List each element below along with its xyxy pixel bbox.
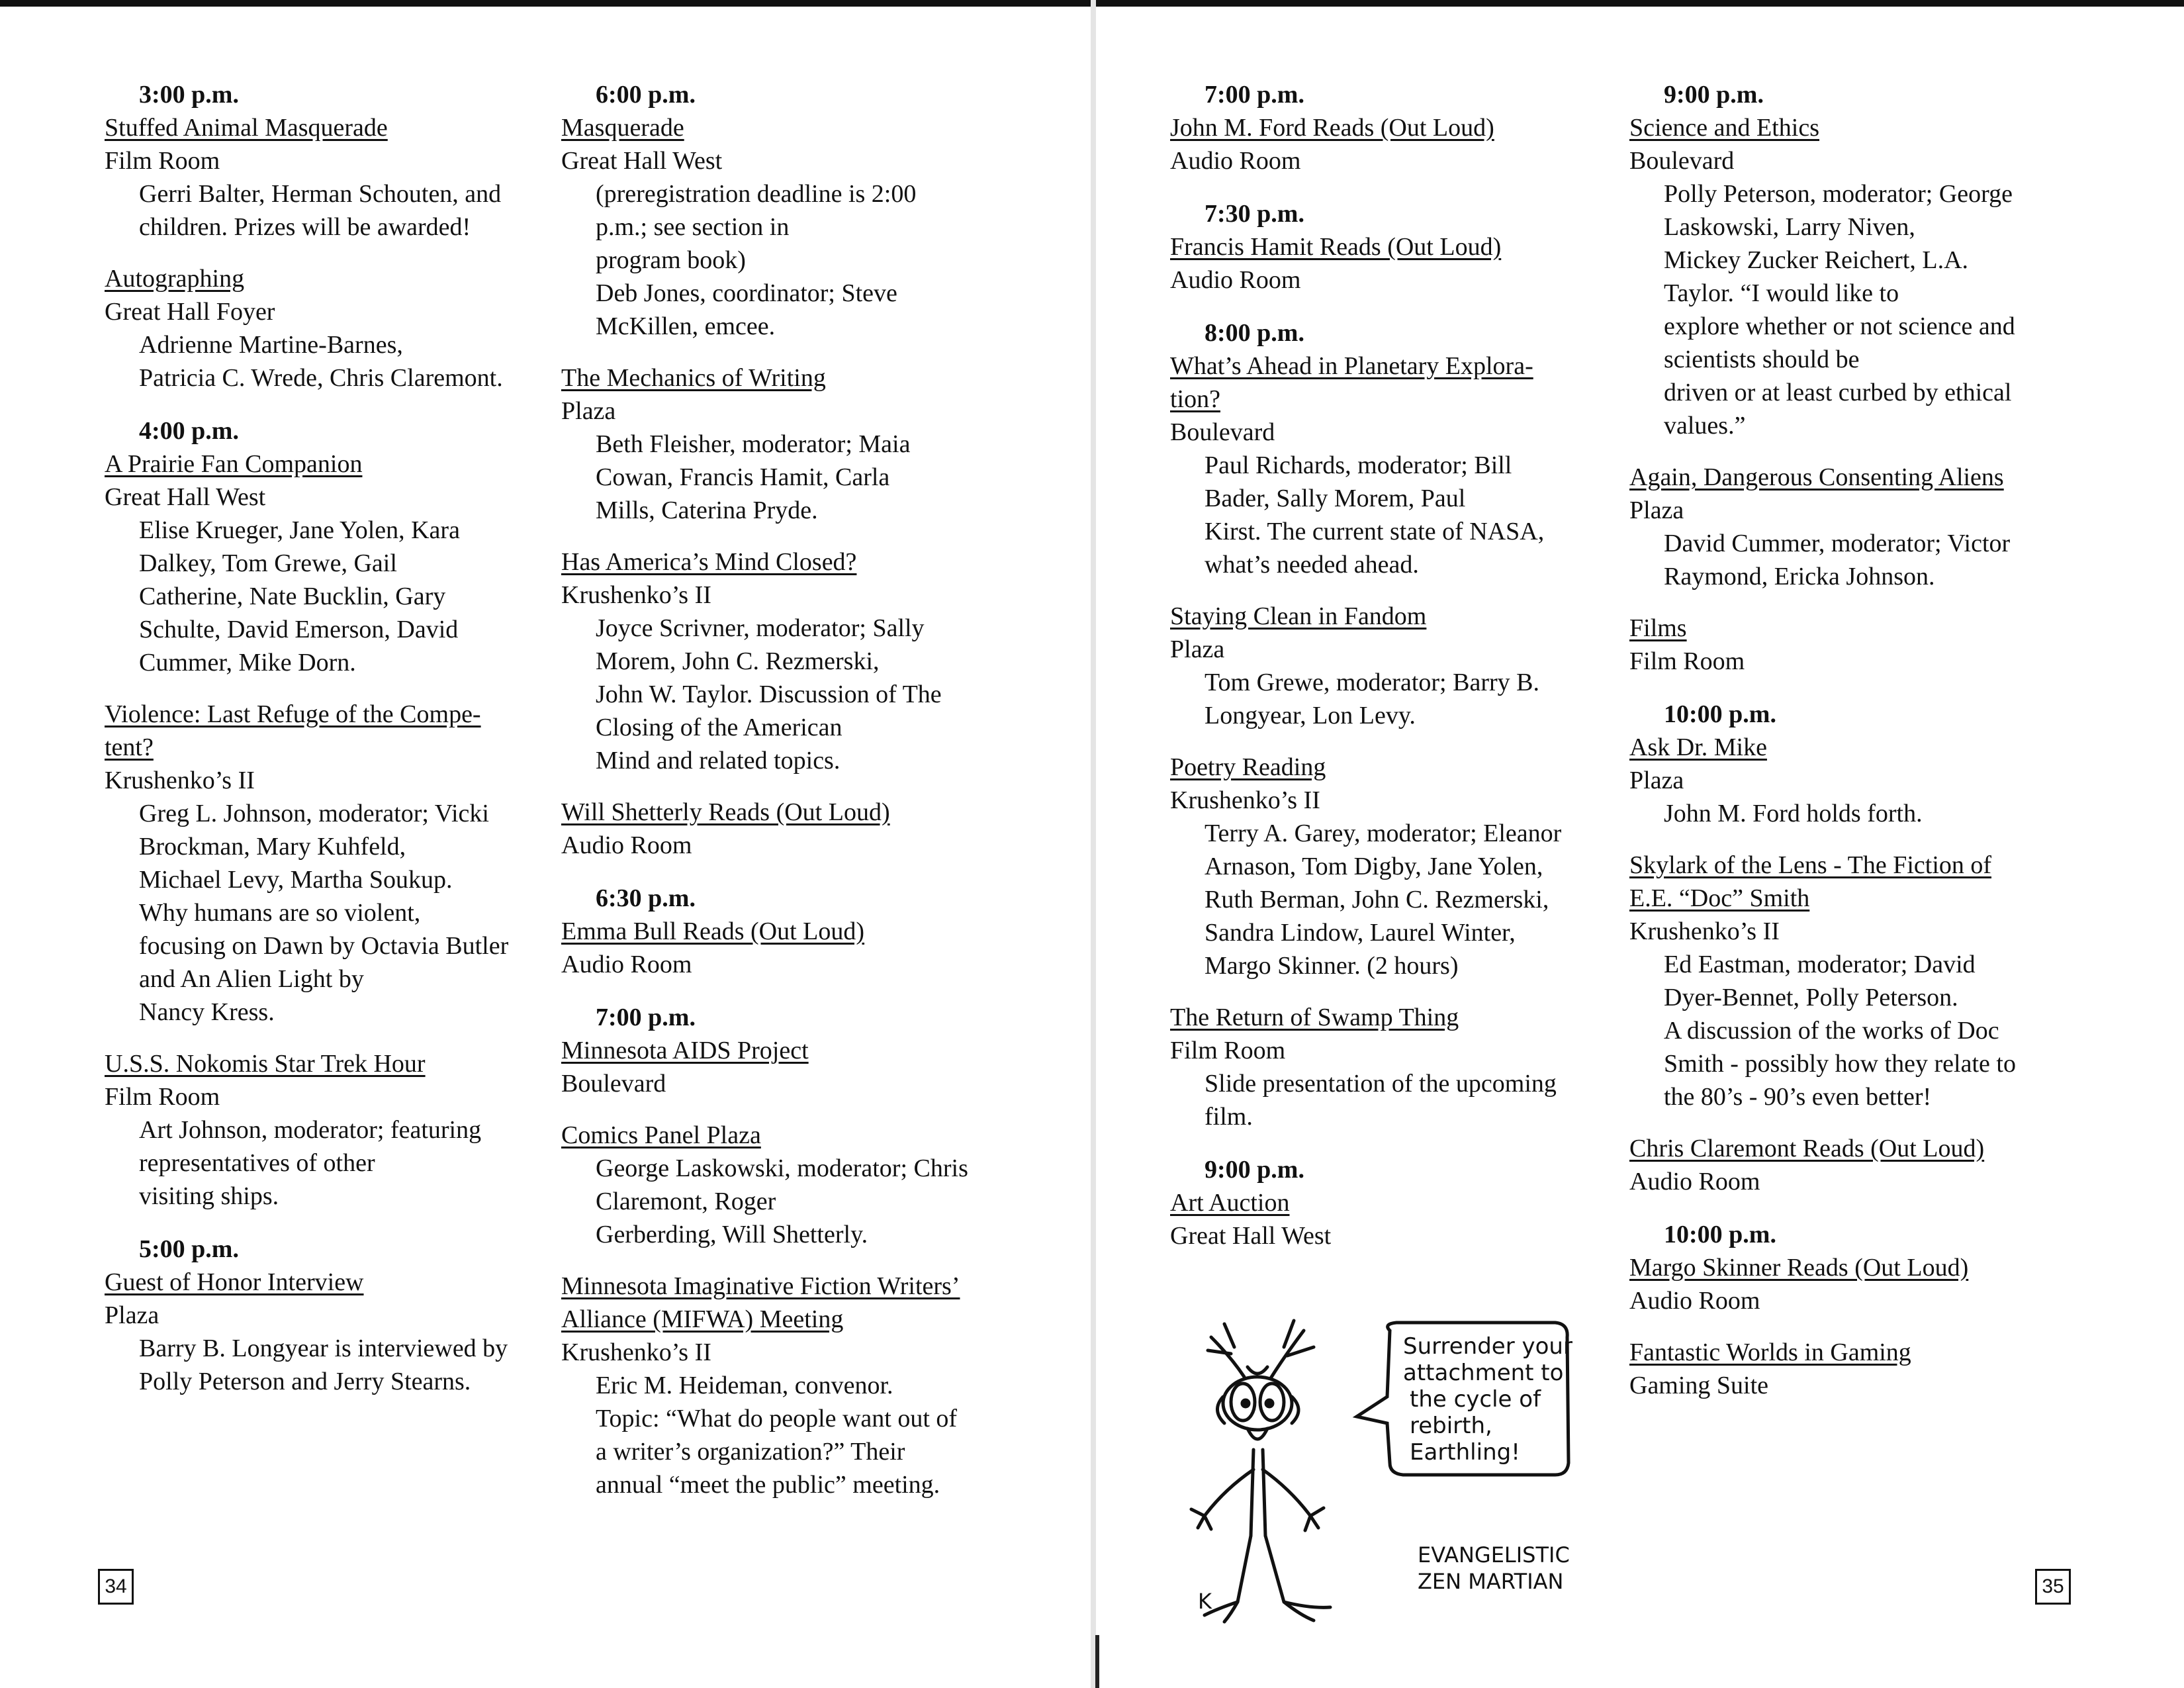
program-entry [561,796,1011,862]
entry-title: U.S.S. Nokomis Star Trek Hour [105,1050,426,1078]
program-entry [1170,1153,1620,1252]
entry-title: Again, Dangerous Consenting Aliens [1629,463,2004,491]
entry-description: Tom Grewe, moderator; Barry B. Longyear, Lon Levy. [1205,669,1539,729]
entry-room: Krushenko’s II [561,581,711,609]
speech-line-2: attachment to [1403,1360,1564,1386]
entry-room: Audio Room [561,831,692,859]
entry-room: Plaza [1170,635,1225,663]
program-entry [1629,1132,2079,1198]
program-entry [561,1001,1011,1100]
entry-description: Barry B. Longyear is interviewed by Polly Peterson and Jerry Stearns. [139,1335,508,1395]
entry-title: Staying Clean in Fandom [1170,602,1427,630]
entry-description: (preregistration deadline is 2:00 p.m.; see section in program book) Deb Jones, coordinator; Steve McKillen, emcee. [596,180,917,340]
entry-room: Audio Room [1170,266,1301,294]
entry-title: Skylark of the Lens - The Fiction of E.E. “Doc” Smith [1629,851,1992,912]
speech-line-3: the cycle of [1410,1386,1541,1413]
program-entry [105,78,555,244]
artist-signature: K [1198,1589,1212,1614]
entry-room: Krushenko’s II [1629,917,1780,945]
entry-title: John M. Ford Reads (Out Loud) [1170,114,1494,142]
entry-time: 6:30 p.m. [596,884,696,912]
right-page-column-1 [1170,78,1620,1252]
page-number-left: 34 [98,1569,134,1605]
entry-room: Krushenko’s II [561,1338,711,1366]
entry-time: 9:00 p.m. [1664,81,1764,109]
entry-description: Eric M. Heideman, convenor. Topic: “What do people want out of a writer’s organization?” Their annual “meet the public” meeting. [596,1372,958,1499]
speech-line-4: rebirth, [1410,1413,1492,1439]
entry-room: Audio Room [1629,1168,1760,1196]
entry-description: Greg L. Johnson, moderator; Vicki Brockman, Mary Kuhfeld, Michael Levy, Martha Soukup. Why humans are so violent, focusing on Dawn by Octavia Butler and An Alien Light by Nancy Kress. [139,800,509,1026]
right-page [1092,0,2184,1688]
program-entry [105,414,555,679]
entry-title: Minnesota Imaginative Fiction Writers’ Alliance (MIFWA) Meeting [561,1272,960,1333]
program-entry [1170,1001,1620,1133]
cartoon-caption-line-1: EVANGELISTIC [1418,1542,1570,1568]
entry-title: The Return of Swamp Thing [1170,1004,1459,1031]
entry-room: Plaza [105,1301,159,1329]
entry-description: Gerri Balter, Herman Schouten, and children. Prizes will be awarded! [139,180,502,241]
program-entry [1170,316,1620,581]
entry-description: Elise Krueger, Jane Yolen, Kara Dalkey, Tom Grewe, Gail Catherine, Nate Bucklin, Gary Schulte, David Emerson, David Cummer, Mike Dorn. [139,516,460,677]
entry-title: Comics Panel Plaza [561,1121,761,1149]
entry-time: 9:00 p.m. [1205,1156,1304,1184]
entry-room: Great Hall West [1170,1222,1332,1250]
entry-title: Ask Dr. Mike [1629,733,1767,761]
program-entry [561,78,1011,343]
speech-line-1: Surrender your [1403,1333,1572,1360]
entry-room: Gaming Suite [1629,1372,1769,1399]
entry-room: Boulevard [561,1070,666,1098]
entry-time: 7:00 p.m. [596,1004,696,1031]
program-entry [1629,461,2079,593]
entry-time: 3:00 p.m. [139,81,239,109]
entry-room: Plaza [561,397,616,425]
entry-time: 10:00 p.m. [1664,1221,1776,1248]
entry-title: Violence: Last Refuge of the Compe- tent? [105,700,481,761]
entry-room: Boulevard [1629,147,1735,175]
entry-room: Audio Room [561,951,692,978]
entry-description: Slide presentation of the upcoming film. [1205,1070,1557,1131]
entry-time: 7:30 p.m. [1205,200,1304,228]
entry-description: John M. Ford holds forth. [1664,800,1923,827]
entry-time: 6:00 p.m. [596,81,696,109]
entry-time: 8:00 p.m. [1205,319,1304,347]
entry-room: Great Hall West [105,483,266,511]
entry-description: Terry A. Garey, moderator; Eleanor Arnason, Tom Digby, Jane Yolen, Ruth Berman, John C. Rezmerski, Sandra Lindow, Laurel Winter, Margo Skinner. (2 hours) [1205,820,1562,980]
cartoon-caption-line-2: ZEN MARTIAN [1418,1569,1564,1594]
entry-title: Art Auction [1170,1189,1290,1217]
entry-description: Adrienne Martine-Barnes, Patricia C. Wrede, Chris Claremont. [139,331,503,392]
entry-description: George Laskowski, moderator; Chris Claremont, Roger Gerberding, Will Shetterly. [596,1154,968,1248]
program-entry [1629,78,2079,442]
entry-title: Will Shetterly Reads (Out Loud) [561,798,890,826]
entry-description: Paul Richards, moderator; Bill Bader, Sally Morem, Paul Kirst. The current state of NASA, what’s needed ahead. [1205,451,1545,579]
program-entry [1170,197,1620,297]
entry-title: The Mechanics of Writing [561,364,826,392]
entry-title: Films [1629,614,1687,642]
entry-room: Film Room [105,147,220,175]
entry-room: Audio Room [1170,147,1301,175]
entry-title: Stuffed Animal Masquerade [105,114,388,142]
entry-time: 7:00 p.m. [1205,81,1304,109]
entry-room: Film Room [1629,647,1745,675]
entry-room: Great Hall Foyer [105,298,275,326]
program-entry [561,1270,1011,1501]
entry-title: Fantastic Worlds in Gaming [1629,1338,1911,1366]
left-page-column-1 [105,78,555,1398]
entry-room: Film Room [105,1083,220,1111]
entry-room: Film Room [1170,1037,1286,1064]
entry-room: Krushenko’s II [105,767,255,794]
page-number-right: 35 [2035,1569,2071,1605]
entry-description: Joyce Scrivner, moderator; Sally Morem, John C. Rezmerski, John W. Taylor. Discussion of The Closing of the American Mind and related topics. [596,614,942,774]
entry-title: Masquerade [561,114,684,142]
entry-title: Margo Skinner Reads (Out Loud) [1629,1254,1969,1282]
entry-title: Science and Ethics [1629,114,1820,142]
program-entry [1629,1218,2079,1317]
entry-time: 5:00 p.m. [139,1235,239,1263]
left-page-column-2 [561,78,1011,1501]
entry-title: Chris Claremont Reads (Out Loud) [1629,1135,1985,1162]
program-entry [105,698,555,1029]
entry-title: Guest of Honor Interview [105,1268,364,1296]
right-page-column-2 [1629,78,2079,1402]
entry-title: Autographing [105,265,245,293]
entry-title: Poetry Reading [1170,753,1326,781]
program-entry [1629,849,2079,1113]
entry-room: Krushenko’s II [1170,786,1320,814]
entry-title: A Prairie Fan Companion [105,450,363,478]
entry-room: Boulevard [1170,418,1275,446]
entry-room: Audio Room [1629,1287,1760,1315]
entry-room: Plaza [1629,496,1684,524]
program-entry [1170,751,1620,982]
martian-figure-icon [1191,1321,1330,1622]
entry-description: Art Johnson, moderator; featuring representatives of other visiting ships. [139,1116,482,1210]
entry-title: What’s Ahead in Planetary Explora- tion? [1170,352,1533,413]
entry-description: David Cummer, moderator; Victor Raymond, Ericka Johnson. [1664,530,2011,590]
entry-description: Beth Fleisher, moderator; Maia Cowan, Francis Hamit, Carla Mills, Caterina Pryde. [596,430,911,524]
program-entry [105,1233,555,1398]
speech-line-5: Earthling! [1410,1439,1520,1466]
entry-time: 10:00 p.m. [1664,700,1776,728]
entry-title: Francis Hamit Reads (Out Loud) [1170,233,1502,261]
entry-description: Ed Eastman, moderator; David Dyer-Bennet, Polly Peterson. A discussion of the works of Doc Smith - possibly how they relate to the 80’s - 90’s even better! [1664,951,2016,1111]
program-entry [561,361,1011,527]
program-entry [1629,698,2079,830]
entry-title: Minnesota AIDS Project [561,1037,809,1064]
entry-description: Polly Peterson, moderator; George Laskowski, Larry Niven, Mickey Zucker Reichert, L.A. Taylor. “I would like to explore whether or not science and scientists should be driven or at least curbed by ethical values.” [1664,180,2015,440]
entry-time: 4:00 p.m. [139,417,239,445]
entry-title: Has America’s Mind Closed? [561,548,857,576]
program-entry [561,882,1011,981]
program-entry [561,1119,1011,1251]
program-entry [1170,600,1620,732]
program-entry [1629,612,2079,678]
program-entry [105,262,555,395]
program-entry [105,1047,555,1213]
program-entry [1170,78,1620,177]
zen-martian-cartoon [1185,1317,1780,1628]
entry-title: Emma Bull Reads (Out Loud) [561,917,865,945]
entry-room: Plaza [1629,767,1684,794]
program-entry [561,545,1011,777]
entry-room: Great Hall West [561,147,723,175]
